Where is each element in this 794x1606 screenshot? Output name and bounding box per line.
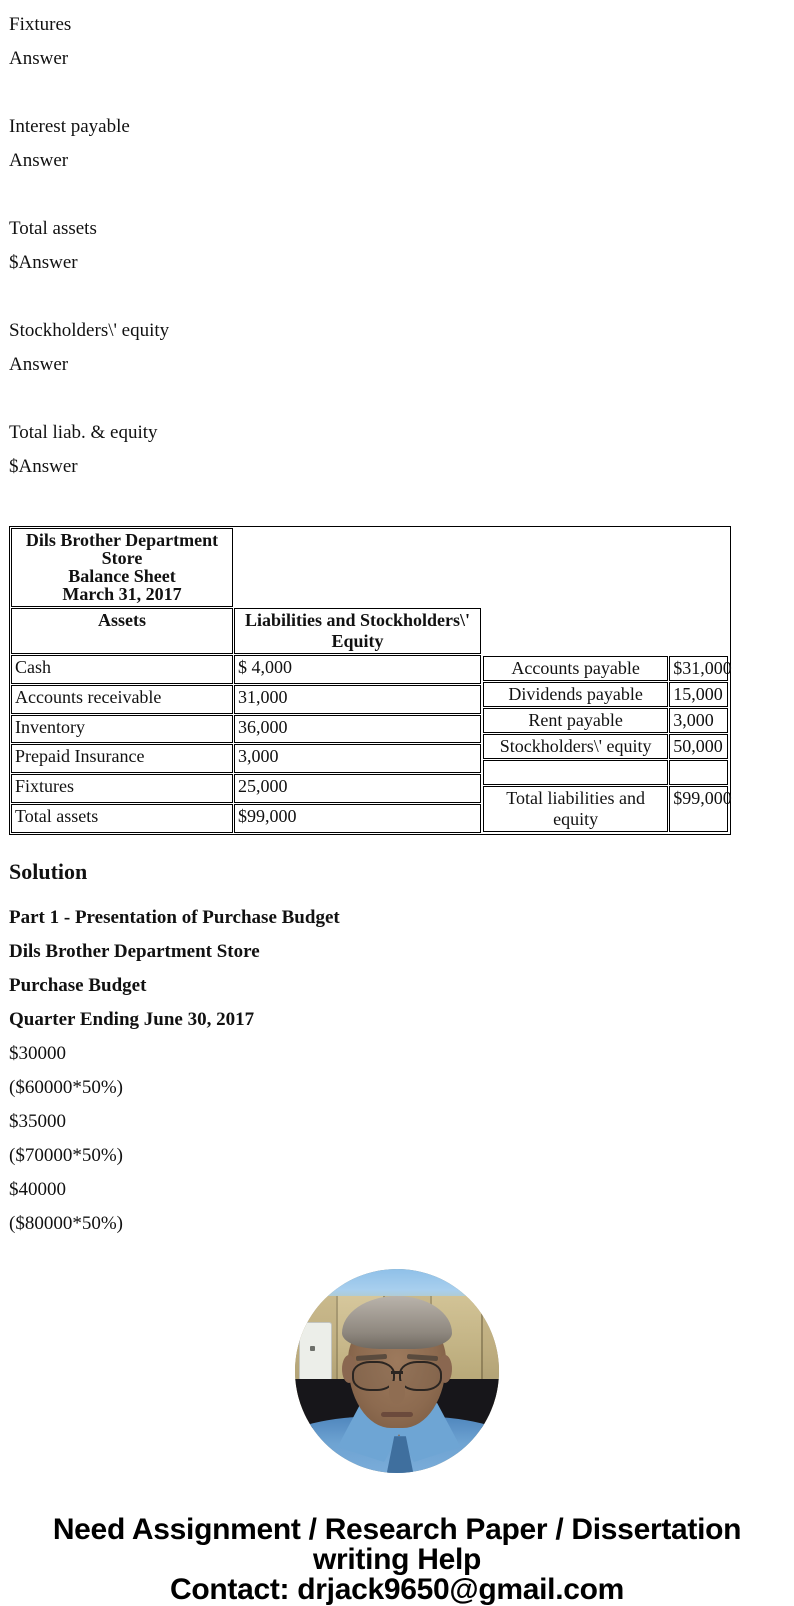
title-line-2: Balance Sheet [68,566,176,586]
qa-answer: Answer [9,150,69,171]
avatar-glasses-bridge [391,1371,403,1374]
liability-label: Accounts payable [483,656,668,681]
solution-line: ($70000*50%) [9,1145,123,1166]
solution-line: $40000 [9,1179,66,1200]
asset-label: Cash [11,655,233,684]
assets-header-cell: Assets [11,608,233,654]
solution-heading: Solution [9,859,88,884]
asset-label: Accounts receivable [11,685,233,714]
qa-label: Stockholders\' equity [9,320,170,341]
liability-amount [669,760,728,785]
table-row [483,760,728,785]
solution-section [0,835,794,1241]
qa-block-interest-payable [0,110,794,178]
liability-amount: $31,000 [669,656,728,681]
footer-contact-banner [0,1473,794,1605]
liability-label: Total liabilities and equity [483,786,668,832]
asset-label: Prepaid Insurance [11,744,233,773]
avatar-nose [389,1381,405,1403]
solution-part-title: Part 1 - Presentation of Purchase Budget [9,907,340,928]
liability-amount: 3,000 [669,708,728,733]
qa-answer: $Answer [9,456,78,477]
liabilities-host-cell [482,655,732,833]
asset-label: Fixtures [11,774,233,803]
avatar-row [0,1241,794,1473]
asset-label: Inventory [11,715,233,744]
solution-budget-title: Purchase Budget [9,975,147,996]
title-line-1: Dils Brother Department Store [25,530,219,568]
liabilities-header-cell: Liabilities and Stockholders\' Equity [234,608,481,654]
qa-answer: $Answer [9,252,78,273]
qa-answer: Answer [9,48,69,69]
liability-label: Stockholders\' equity [483,734,668,759]
footer-line-3: Contact: drjack9650@gmail.com [169,1573,625,1606]
qa-label: Total assets [9,218,97,239]
avatar-mouth [381,1412,414,1417]
footer-line-2: writing Help [312,1543,482,1576]
liability-label [483,760,668,785]
asset-amount: 31,000 [234,685,481,714]
liability-amount: $99,000 [669,786,728,832]
footer-line-1: Need Assignment / Research Paper / Dissertation [52,1513,742,1546]
qa-answer: Answer [9,354,69,375]
asset-amount: $99,000 [234,804,481,833]
table-row [483,656,728,681]
qa-block-fixtures [0,0,794,76]
table-row [483,708,728,733]
qa-block-total-assets [0,212,794,280]
table-row-title [11,528,729,607]
liabilities-table [482,655,732,833]
asset-amount: 3,000 [234,744,481,773]
solution-line: ($60000*50%) [9,1077,123,1098]
balance-sheet-title-cell [11,528,233,607]
liability-label: Rent payable [483,708,668,733]
solution-line: ($80000*50%) [9,1213,123,1234]
balance-sheet-table [9,526,731,835]
table-row-headers [11,608,729,654]
solution-line: $35000 [9,1111,66,1132]
liability-amount: 50,000 [669,734,728,759]
table-row [483,734,728,759]
asset-amount: $ 4,000 [234,655,481,684]
header-spacer-cell [482,608,729,654]
asset-amount: 36,000 [234,715,481,744]
liability-label: Dividends payable [483,682,668,707]
title-spacer-cell [234,528,729,607]
table-row [483,682,728,707]
qa-label: Interest payable [9,116,130,137]
solution-company: Dils Brother Department Store [9,941,260,962]
table-row [483,786,728,832]
asset-label: Total assets [11,804,233,833]
qa-block-total-liab-equity [0,416,794,484]
solution-line: $30000 [9,1043,66,1064]
table-row [11,655,729,684]
qa-label: Total liab. & equity [9,422,158,443]
avatar-light-switch [299,1322,332,1381]
qa-block-stockholders-equity [0,314,794,382]
asset-amount: 25,000 [234,774,481,803]
solution-period: Quarter Ending June 30, 2017 [9,1009,255,1030]
title-line-3: March 31, 2017 [62,584,182,604]
liability-amount: 15,000 [669,682,728,707]
avatar-glasses-right-lens [399,1361,442,1392]
qa-label: Fixtures [9,14,72,35]
balance-sheet-wrapper [0,518,794,835]
avatar [295,1269,499,1473]
